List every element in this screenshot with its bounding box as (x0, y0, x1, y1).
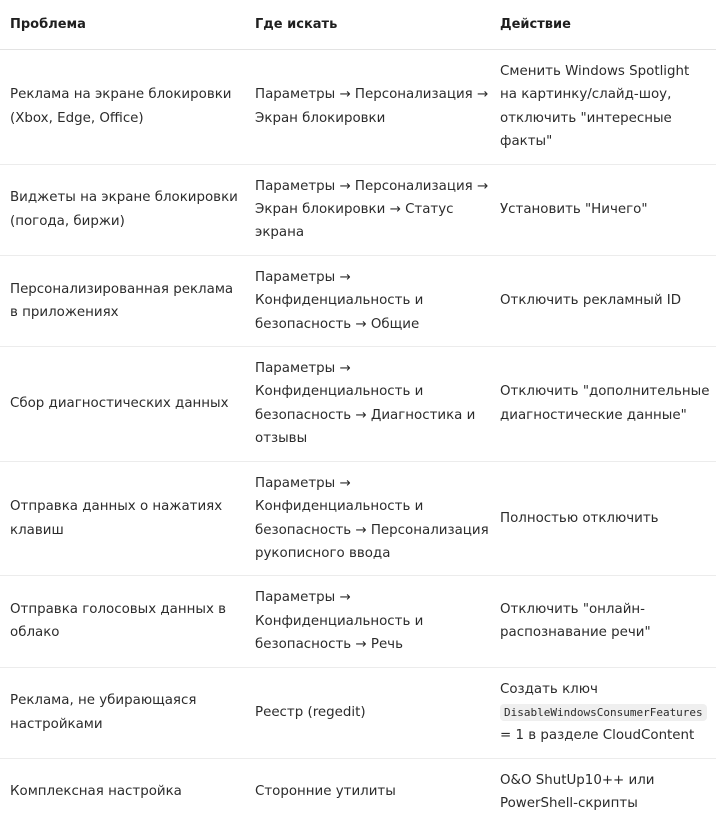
cell-where: Параметры → Персонализация → Экран блокировки (245, 50, 490, 165)
cell-problem: Реклама на экране блокировки (Xbox, Edge, Office) (0, 50, 245, 165)
cell-problem: Отправка данных о нажатиях клавиш (0, 461, 245, 576)
header-where: Где искать (245, 0, 490, 50)
cell-action: Отключить "дополнительные диагностические данные" (490, 347, 716, 462)
action-text-post: = 1 в разделе CloudContent (500, 728, 695, 744)
cell-where: Параметры → Конфиденциальность и безопасность → Персонализация рукописного ввода (245, 461, 490, 576)
table-row (0, 461, 716, 576)
table-row (0, 758, 716, 825)
header-action: Действие (490, 0, 716, 50)
header-problem: Проблема (0, 0, 245, 50)
cell-action: Отключить "онлайн-распознавание речи" (490, 576, 716, 667)
table-row (0, 347, 716, 462)
cell-action: Отключить рекламный ID (490, 255, 716, 346)
cell-problem: Отправка голосовых данных в облако (0, 576, 245, 667)
cell-action: O&O ShutUp10++ или PowerShell-скрипты (500, 772, 655, 812)
cell-problem: Виджеты на экране блокировки (погода, биржи) (0, 164, 245, 255)
action-text-pre: Создать ключ (500, 681, 598, 697)
table-row (0, 255, 716, 346)
table-header-row (0, 0, 716, 50)
cell-problem: Персонализированная реклама в приложениях (0, 255, 245, 346)
cell-problem: Сбор диагностических данных (0, 347, 245, 462)
cell-action (490, 667, 716, 758)
table-row (0, 576, 716, 667)
cell-action: Полностью отключить (490, 461, 716, 576)
cell-where: Параметры → Конфиденциальность и безопасность → Общие (245, 255, 490, 346)
cell-where: Реестр (regedit) (245, 667, 490, 758)
cell-where: Сторонние утилиты (255, 784, 396, 800)
cell-action: Установить "Ничего" (490, 164, 716, 255)
cell-problem: Реклама, не убирающаяся настройками (0, 667, 245, 758)
cell-action: Сменить Windows Spotlight на картинку/слайд-шоу, отключить "интересные факты" (490, 50, 716, 165)
cell-where: Параметры → Конфиденциальность и безопасность → Диагностика и отзывы (245, 347, 490, 462)
table-row (0, 50, 716, 165)
cell-problem: Комплексная настройка (10, 784, 182, 800)
table-row (0, 667, 716, 758)
registry-key-code: DisableWindowsConsumerFeatures (500, 704, 707, 721)
table-row (0, 164, 716, 255)
cell-where: Параметры → Персонализация → Экран блокировки → Статус экрана (245, 164, 490, 255)
cell-where: Параметры → Конфиденциальность и безопасность → Речь (245, 576, 490, 667)
